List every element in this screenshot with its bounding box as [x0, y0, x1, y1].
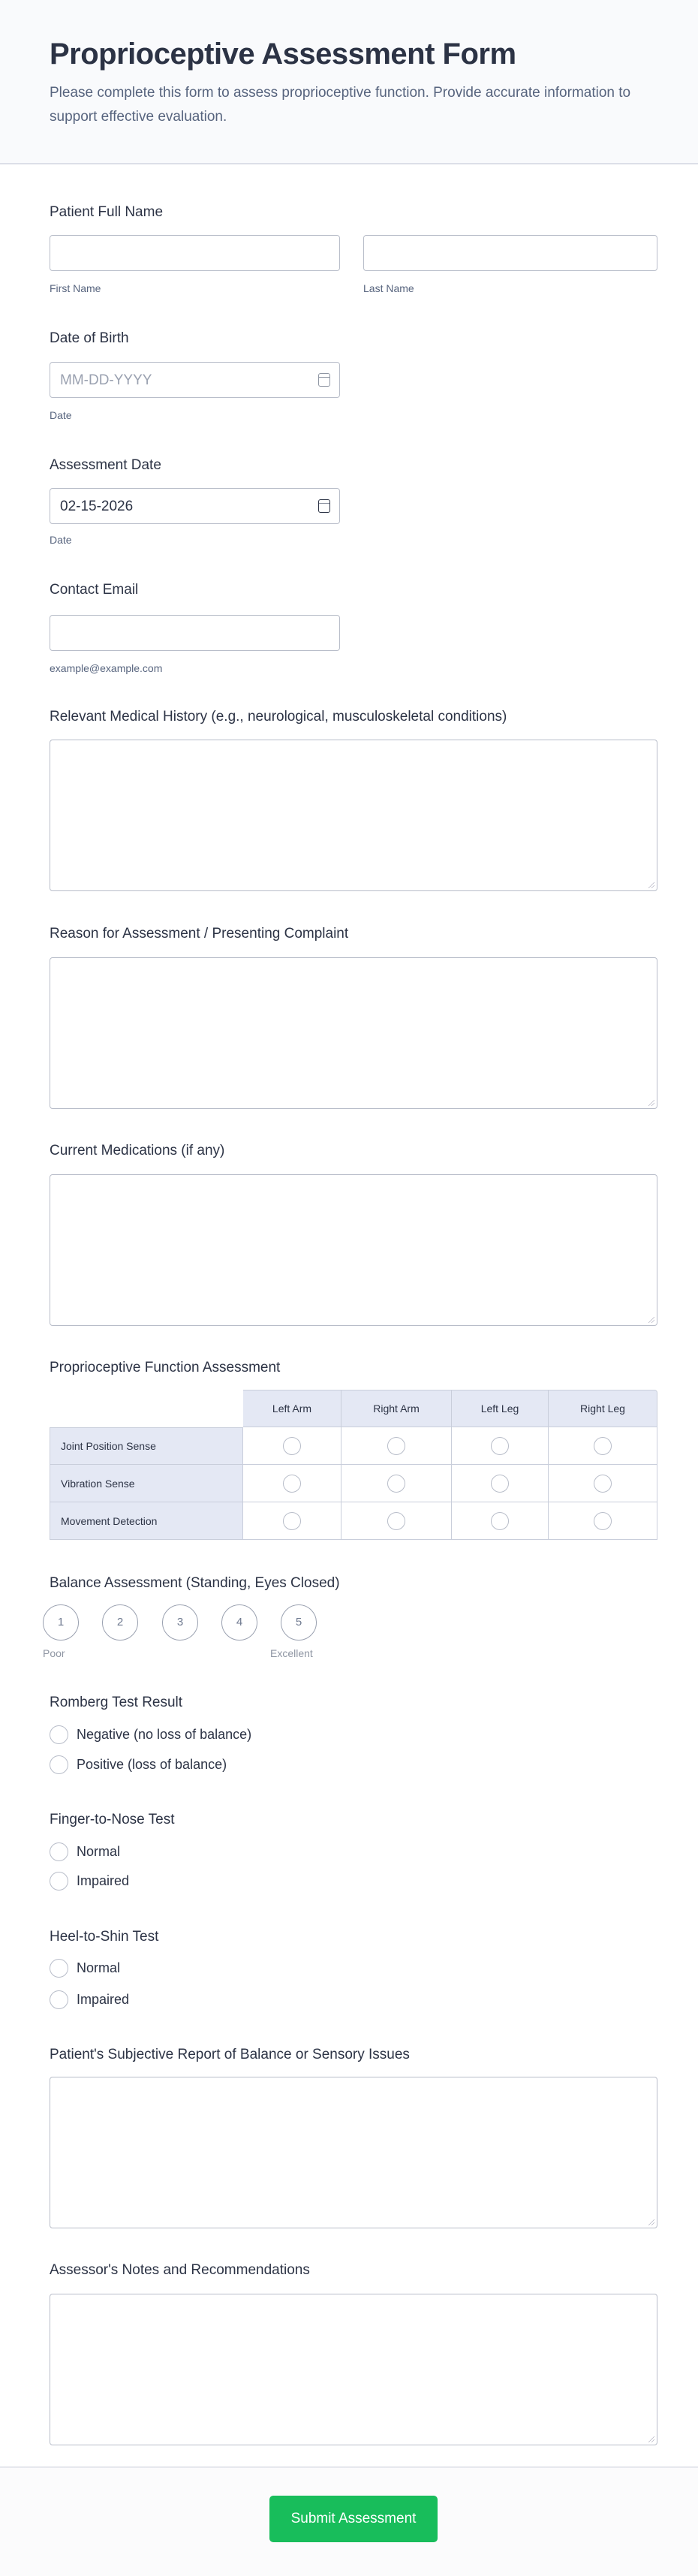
matrix-row	[50, 1502, 657, 1540]
radio-button[interactable]	[50, 1725, 68, 1744]
form-title: Proprioceptive Assessment Form	[50, 38, 516, 71]
subjective-label: Patient's Subjective Report of Balance or Sensory Issues	[50, 2047, 410, 2062]
subjective-textarea[interactable]	[50, 2077, 657, 2228]
assessment-date-sublabel: Date	[50, 534, 72, 546]
matrix-radio[interactable]	[491, 1437, 509, 1455]
matrix-row-label: Joint Position Sense	[50, 1427, 243, 1465]
radio-button[interactable]	[50, 1959, 68, 1978]
reason-textarea[interactable]	[50, 957, 657, 1109]
last-name-sublabel: Last Name	[363, 282, 414, 294]
dob-label: Date of Birth	[50, 330, 129, 346]
calendar-icon[interactable]	[318, 499, 330, 513]
matrix-radio[interactable]	[283, 1437, 301, 1455]
scale-option-5[interactable]: 5	[281, 1604, 317, 1641]
matrix-radio[interactable]	[283, 1512, 301, 1530]
medications-label: Current Medications (if any)	[50, 1143, 225, 1158]
matrix-radio[interactable]	[594, 1512, 612, 1530]
balance-label: Balance Assessment (Standing, Eyes Closed)	[50, 1575, 340, 1591]
notes-label: Assessor's Notes and Recommendations	[50, 2262, 310, 2278]
option-label: Normal	[77, 1960, 121, 1975]
scale-option-2[interactable]: 2	[102, 1604, 138, 1641]
matrix-row	[50, 1427, 657, 1465]
reason-label: Reason for Assessment / Presenting Complaint	[50, 926, 349, 942]
matrix-radio[interactable]	[387, 1475, 405, 1493]
email-label: Contact Email	[50, 582, 139, 598]
notes-textarea[interactable]	[50, 2294, 657, 2445]
resize-handle-icon[interactable]	[648, 2436, 654, 2442]
matrix-row-label: Vibration Sense	[50, 1465, 243, 1502]
radio-button[interactable]	[50, 1990, 68, 2009]
matrix-radio[interactable]	[491, 1512, 509, 1530]
resize-handle-icon[interactable]	[648, 882, 654, 888]
option-label: Normal	[77, 1843, 121, 1859]
matrix-label: Proprioceptive Function Assessment	[50, 1360, 281, 1375]
medications-textarea[interactable]	[50, 1174, 657, 1326]
email-sublabel: example@example.com	[50, 662, 163, 674]
matrix-radio[interactable]	[491, 1475, 509, 1493]
finger-nose-option-normal[interactable]	[50, 1840, 120, 1863]
finger-nose-option-impaired[interactable]	[50, 1869, 129, 1892]
form-description: Please complete this form to assess proprioceptive function. Provide accurate information to support effective evaluation.	[50, 85, 631, 125]
matrix-corner	[50, 1390, 243, 1427]
romberg-label: Romberg Test Result	[50, 1695, 183, 1710]
romberg-option-positive[interactable]	[50, 1753, 227, 1776]
matrix-radio[interactable]	[594, 1475, 612, 1493]
proprioceptive-matrix	[50, 1390, 657, 1540]
finger-nose-label: Finger-to-Nose Test	[50, 1812, 175, 1827]
assessment-date-input[interactable]	[50, 488, 340, 524]
romberg-option-negative[interactable]	[50, 1723, 251, 1746]
scale-option-1[interactable]: 1	[43, 1604, 79, 1641]
assessment-date-value: 02-15-2026	[60, 499, 134, 514]
medical-history-textarea[interactable]	[50, 740, 657, 891]
assessment-date-label: Assessment Date	[50, 457, 161, 473]
email-input[interactable]	[50, 615, 340, 651]
last-name-input[interactable]	[363, 235, 657, 271]
calendar-icon[interactable]	[318, 373, 330, 387]
scale-option-4[interactable]: 4	[221, 1604, 257, 1641]
radio-button[interactable]	[50, 1842, 68, 1861]
radio-button[interactable]	[50, 1755, 68, 1774]
scale-option-3[interactable]: 3	[162, 1604, 198, 1641]
option-label: Impaired	[77, 1872, 130, 1888]
dob-input[interactable]	[50, 362, 340, 398]
matrix-col-header: Right Leg	[549, 1390, 657, 1427]
matrix-radio[interactable]	[387, 1437, 405, 1455]
first-name-input[interactable]	[50, 235, 340, 271]
resize-handle-icon[interactable]	[648, 2219, 654, 2225]
resize-handle-icon[interactable]	[648, 1317, 654, 1323]
scale-low-label: Poor	[43, 1647, 65, 1659]
medical-history-label: Relevant Medical History (e.g., neurological, musculoskeletal conditions)	[50, 709, 507, 725]
heel-shin-option-normal[interactable]	[50, 1957, 120, 1979]
first-name-sublabel: First Name	[50, 282, 101, 294]
matrix-col-header: Right Arm	[341, 1390, 452, 1427]
matrix-row-label: Movement Detection	[50, 1502, 243, 1540]
matrix-radio[interactable]	[387, 1512, 405, 1530]
matrix-col-header: Left Arm	[243, 1390, 341, 1427]
option-label: Negative (no loss of balance)	[77, 1726, 252, 1742]
patient-name-label: Patient Full Name	[50, 204, 164, 220]
matrix-col-header: Left Leg	[452, 1390, 549, 1427]
matrix-row	[50, 1465, 657, 1502]
heel-shin-option-impaired[interactable]	[50, 1988, 129, 2011]
submit-button[interactable]: Submit Assessment	[269, 2496, 438, 2542]
matrix-radio[interactable]	[594, 1437, 612, 1455]
matrix-radio[interactable]	[283, 1475, 301, 1493]
dob-placeholder: MM-DD-YYYY	[60, 372, 152, 388]
resize-handle-icon[interactable]	[648, 1100, 654, 1106]
dob-sublabel: Date	[50, 409, 72, 421]
heel-shin-label: Heel-to-Shin Test	[50, 1929, 159, 1945]
option-label: Impaired	[77, 1991, 130, 2007]
radio-button[interactable]	[50, 1872, 68, 1891]
scale-high-label: Excellent	[270, 1647, 313, 1659]
option-label: Positive (loss of balance)	[77, 1756, 227, 1772]
